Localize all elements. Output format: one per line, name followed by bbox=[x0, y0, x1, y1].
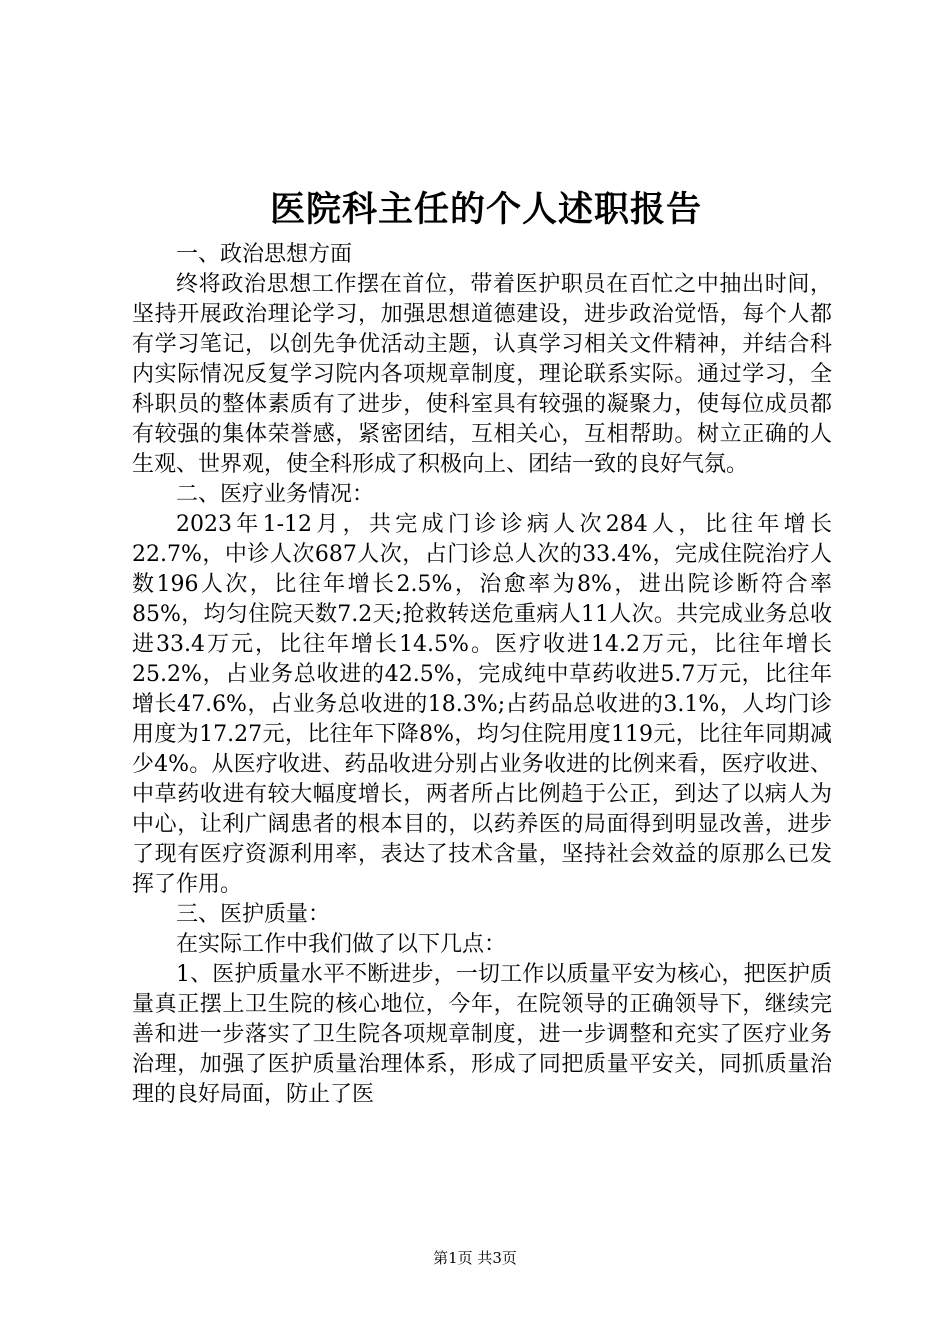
document-body bbox=[132, 240, 832, 1110]
page-footer: 第1页 共3页 bbox=[433, 1249, 517, 1267]
section-heading-quality: 三、医护质量： bbox=[176, 902, 331, 927]
paragraph-quality-intro: 在实际工作中我们做了以下几点： bbox=[176, 932, 507, 957]
paragraph-medical-business: 2023年1-12月，共完成门诊诊病人次284人，比往年增长22.7%，中诊人次687人次，占门诊总人次的33.4%，完成住院治疗人数196人次，比往年增长2.5%，治愈率为8%，进出院诊断符合率85%，均匀住院天数7.2天;抢救转送危重病人11人次。共完成业务总收进33.4万元，比往年增长14.5%。医疗收进14.2万元，比往年增长25.2%，占业务总收进的42.5%，完成纯中草药收进5.7万元，比往年增长47.6%，占业务总收进的18.3%;占药品总收进的3.1%，人均门诊用度为17.27元，比往年下降8%，均匀住院用度119元，比往年同期减少4%。从医疗收进、药品收进分别占业务收进的比例来看，医疗收进、中草药收进有较大幅度增长，两者所占比例趋于公正，到达了以病人为中心，让利广阔患者的根本目的，以药养医的局面得到明显改善，进步了现有医疗资源利用率，表达了技术含量，坚持社会效益的原那么已发挥了作用。 bbox=[132, 512, 832, 897]
section-heading-politics: 一、政治思想方面 bbox=[176, 242, 353, 267]
paragraph-quality-item-1: 1、医护质量水平不断进步，一切工作以质量平安为核心，把医护质量真正摆上卫生院的核心地位，今年，在院领导的正确领导下，继续完善和进一步落实了卫生院各项规章制度，进一步调整和充实了医疗业务治理，加强了医护质量治理体系，形成了同把质量平安关，同抓质量治理的良好局面，防止了医 bbox=[132, 962, 832, 1107]
section-heading-medical-business: 二、医疗业务情况： bbox=[176, 482, 375, 507]
document-page bbox=[132, 180, 832, 1110]
paragraph-politics: 终将政治思想工作摆在首位，带着医护职员在百忙之中抽出时间，坚持开展政治理论学习，加强思想道德建设，进步政治觉悟，每个人都有学习笔记，以创先争优活动主题，认真学习相关文件精神，并结合科内实际情况反复学习院内各项规章制度，理论联系实际。通过学习，全科职员的整体素质有了进步，使科室具有较强的凝聚力，使每位成员都有较强的集体荣誉感，紧密团结，互相关心，互相帮助。树立正确的人生观、世界观，使全科形成了积极向上、团结一致的良好气氛。 bbox=[132, 272, 832, 477]
document-title: 医院科主任的个人述职报告 bbox=[269, 189, 702, 230]
